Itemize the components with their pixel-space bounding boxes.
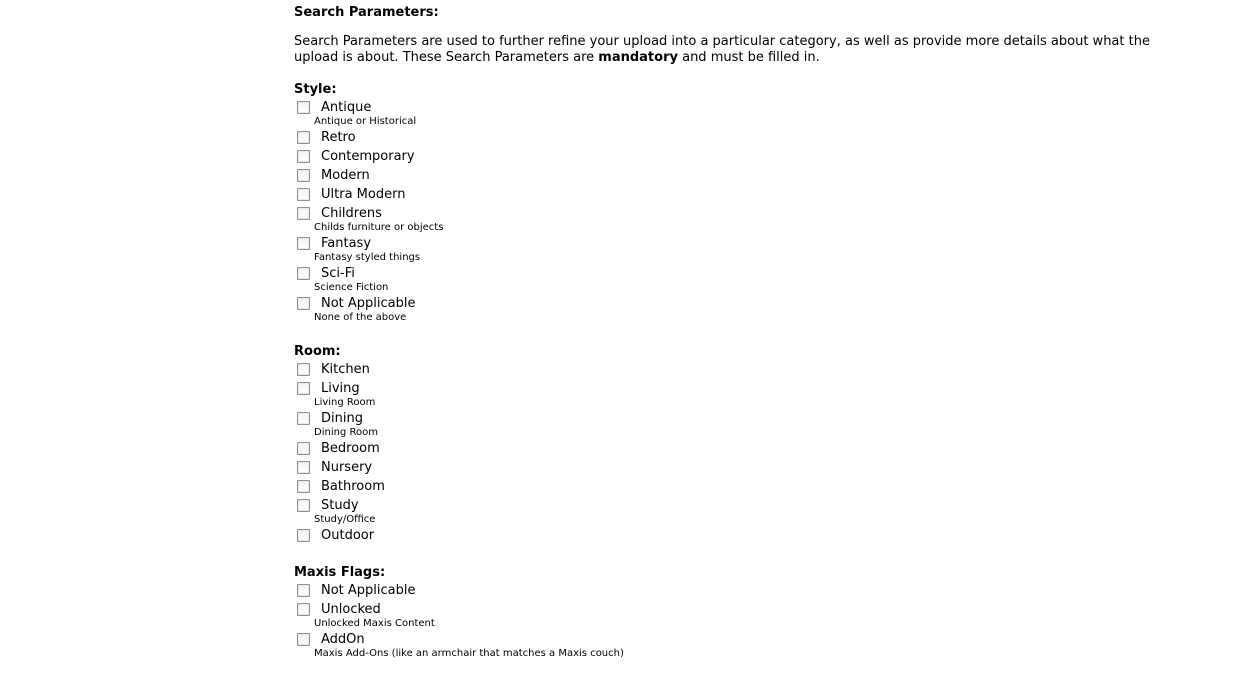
style-option-contemporary[interactable] xyxy=(294,147,1174,166)
room-description-living: Living Room xyxy=(314,397,376,408)
style-description-sci-fi: Science Fiction xyxy=(314,282,389,293)
maxis-flag-option-not-applicable[interactable] xyxy=(294,581,1174,600)
style-label-sci-fi[interactable]: Sci-Fi xyxy=(321,265,355,281)
style-label-antique[interactable]: Antique xyxy=(321,99,372,115)
style-checkbox-contemporary[interactable] xyxy=(297,150,310,163)
room-option-study[interactable] xyxy=(294,496,1174,515)
style-option-modern[interactable] xyxy=(294,166,1174,185)
style-description-antique: Antique or Historical xyxy=(314,116,417,127)
style-option-ultra-modern[interactable] xyxy=(294,185,1174,204)
style-checkbox-sci-fi[interactable] xyxy=(297,267,310,280)
style-checkbox-childrens[interactable] xyxy=(297,207,310,220)
room-label-dining[interactable]: Dining xyxy=(321,410,363,426)
room-label-study[interactable]: Study xyxy=(321,497,359,513)
style-option-antique[interactable] xyxy=(294,98,1174,117)
style-checkbox-fantasy[interactable] xyxy=(297,237,310,250)
page-title: Search Parameters: xyxy=(294,5,439,20)
room-checkbox-kitchen[interactable] xyxy=(297,363,310,376)
style-description-fantasy: Fantasy styled things xyxy=(314,252,421,263)
room-checkbox-study[interactable] xyxy=(297,499,310,512)
intro-text-start: Search Parameters are used to further refine your upload into a particular category, as well as provide more details about what the upload is about. These Search Parameters are xyxy=(294,34,1150,65)
style-checkbox-not-applicable[interactable] xyxy=(297,297,310,310)
room-option-outdoor[interactable] xyxy=(294,526,1174,545)
room-checkbox-bathroom[interactable] xyxy=(297,480,310,493)
style-label-contemporary[interactable]: Contemporary xyxy=(321,148,415,164)
style-label-modern[interactable]: Modern xyxy=(321,167,370,183)
room-option-dining[interactable] xyxy=(294,409,1174,428)
style-label-retro[interactable]: Retro xyxy=(321,129,356,145)
style-section-title: Style: xyxy=(294,82,337,97)
style-label-childrens[interactable]: Childrens xyxy=(321,205,382,221)
style-checkbox-retro[interactable] xyxy=(297,131,310,144)
style-option-fantasy[interactable] xyxy=(294,234,1174,253)
intro-text-end: and must be filled in. xyxy=(677,50,820,65)
room-section xyxy=(294,344,1174,545)
room-description-study: Study/Office xyxy=(314,514,376,525)
room-label-bedroom[interactable]: Bedroom xyxy=(321,440,380,456)
room-section-title: Room: xyxy=(294,344,341,359)
style-label-ultra-modern[interactable]: Ultra Modern xyxy=(321,186,406,202)
style-checkbox-ultra-modern[interactable] xyxy=(297,188,310,201)
maxis-flag-label-not-applicable[interactable]: Not Applicable xyxy=(321,582,416,598)
maxis-flag-checkbox-addon[interactable] xyxy=(297,633,310,646)
maxis-flag-label-unlocked[interactable]: Unlocked xyxy=(321,601,381,617)
maxis-flag-description-addon: Maxis Add-Ons (like an armchair that matches a Maxis couch) xyxy=(314,648,624,659)
room-checkbox-living[interactable] xyxy=(297,382,310,395)
maxis-flag-label-addon[interactable]: AddOn xyxy=(321,631,365,647)
maxis-flag-option-addon[interactable] xyxy=(294,630,1174,649)
maxis-flag-checkbox-unlocked[interactable] xyxy=(297,603,310,616)
room-label-bathroom[interactable]: Bathroom xyxy=(321,478,385,494)
style-checkbox-modern[interactable] xyxy=(297,169,310,182)
room-option-bathroom[interactable] xyxy=(294,477,1174,496)
room-label-nursery[interactable]: Nursery xyxy=(321,459,373,475)
maxis-flag-checkbox-not-applicable[interactable] xyxy=(297,584,310,597)
maxis-flag-description-unlocked: Unlocked Maxis Content xyxy=(314,618,435,629)
room-checkbox-outdoor[interactable] xyxy=(297,529,310,542)
room-label-kitchen[interactable]: Kitchen xyxy=(321,361,370,377)
maxis-flags-section xyxy=(294,565,1174,660)
intro-mandatory: mandatory xyxy=(598,50,678,65)
maxis-flag-option-unlocked[interactable] xyxy=(294,600,1174,619)
style-option-not-applicable[interactable] xyxy=(294,294,1174,313)
style-checkbox-antique[interactable] xyxy=(297,101,310,114)
room-description-dining: Dining Room xyxy=(314,427,378,438)
room-option-nursery[interactable] xyxy=(294,458,1174,477)
style-description-not-applicable: None of the above xyxy=(314,312,407,323)
style-description-childrens: Childs furniture or objects xyxy=(314,222,444,233)
room-checkbox-bedroom[interactable] xyxy=(297,442,310,455)
room-label-living[interactable]: Living xyxy=(321,380,360,396)
style-label-fantasy[interactable]: Fantasy xyxy=(321,235,372,251)
room-option-living[interactable] xyxy=(294,379,1174,398)
style-label-not-applicable[interactable]: Not Applicable xyxy=(321,295,416,311)
room-label-outdoor[interactable]: Outdoor xyxy=(321,527,375,543)
style-option-sci-fi[interactable] xyxy=(294,264,1174,283)
room-option-bedroom[interactable] xyxy=(294,439,1174,458)
room-checkbox-dining[interactable] xyxy=(297,412,310,425)
intro-text xyxy=(294,34,1174,66)
room-option-kitchen[interactable] xyxy=(294,360,1174,379)
style-option-retro[interactable] xyxy=(294,128,1174,147)
style-section xyxy=(294,82,1174,324)
room-checkbox-nursery[interactable] xyxy=(297,461,310,474)
search-parameters-panel xyxy=(294,5,1174,660)
maxis-flags-section-title: Maxis Flags: xyxy=(294,565,386,580)
style-option-childrens[interactable] xyxy=(294,204,1174,223)
